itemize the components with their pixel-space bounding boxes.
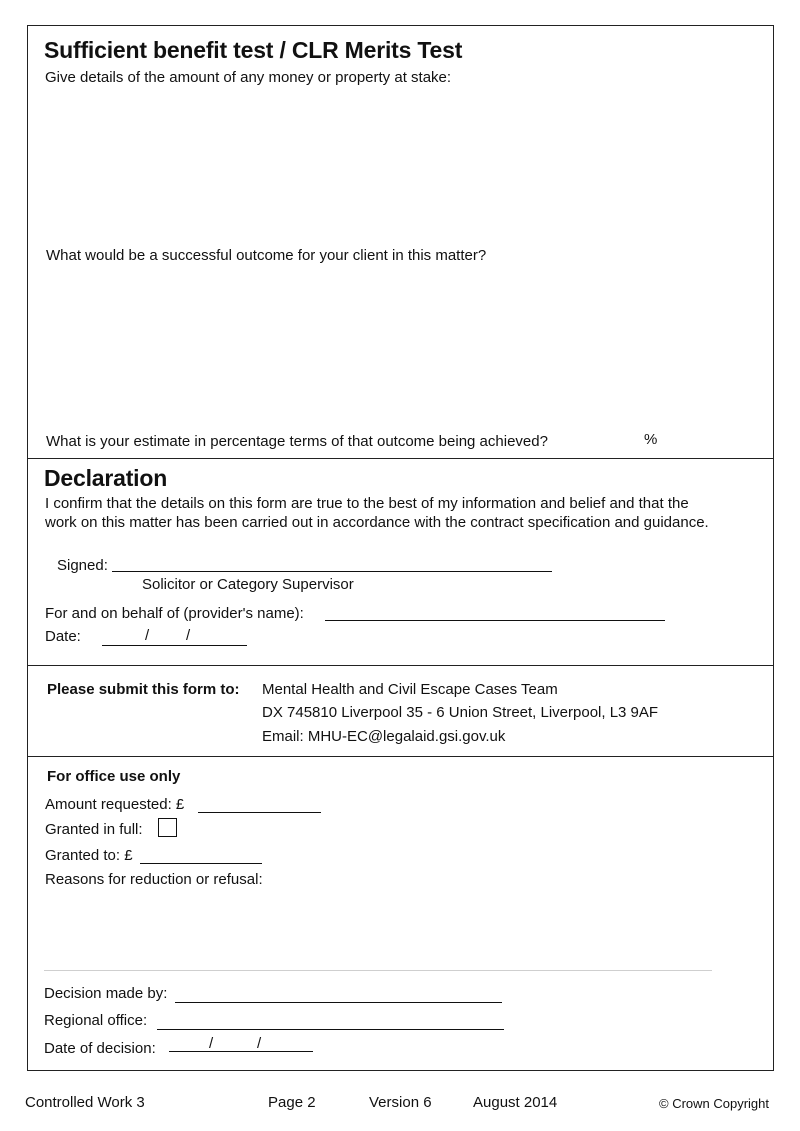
office-use-title: For office use only — [47, 768, 181, 785]
date-separator: / — [209, 1035, 214, 1052]
signed-caption: Solicitor or Category Supervisor — [142, 576, 354, 593]
declaration-date-field[interactable] — [102, 627, 251, 647]
decision-by-field[interactable] — [175, 984, 506, 1004]
estimate-question: What is your estimate in percentage terms of that outcome being achieved? — [46, 433, 548, 450]
provider-name-label: For and on behalf of (provider's name): — [45, 605, 304, 622]
decision-by-label: Decision made by: — [44, 985, 168, 1002]
outcome-answer-area[interactable] — [45, 270, 769, 424]
merits-title: Sufficient benefit test / CLR Merits Test — [44, 37, 463, 63]
granted-to-label: Granted to: £ — [45, 847, 133, 864]
granted-full-label: Granted in full: — [45, 821, 143, 838]
reasons-label: Reasons for reduction or refusal: — [45, 871, 263, 888]
outcome-question: What would be a successful outcome for your client in this matter? — [46, 247, 487, 264]
submit-email: Email: MHU-EC@legalaid.gsi.gov.uk — [262, 728, 506, 745]
estimate-percent-input[interactable] — [600, 430, 644, 450]
reasons-area[interactable] — [45, 893, 714, 967]
submit-label: Please submit this form to: — [47, 681, 240, 698]
footer-date: August 2014 — [473, 1094, 558, 1111]
granted-to-field[interactable] — [140, 845, 266, 865]
regional-office-label: Regional office: — [44, 1012, 148, 1029]
date-separator: / — [145, 627, 150, 644]
declaration-text-line1: I confirm that the details on this form are true to the best of my information and belief and that the — [45, 495, 689, 512]
money-question: Give details of the amount of any money or property at stake: — [45, 69, 452, 86]
signature-field[interactable] — [112, 553, 556, 573]
signed-label: Signed: — [57, 557, 108, 574]
submit-team: Mental Health and Civil Escape Cases Team — [262, 681, 558, 698]
amount-requested-label: Amount requested: £ — [45, 796, 185, 813]
declaration-title: Declaration — [44, 465, 168, 491]
decision-date-label: Date of decision: — [44, 1040, 156, 1057]
footer-copyright: © Crown Copyright — [659, 1096, 770, 1111]
footer-form-name: Controlled Work 3 — [25, 1094, 145, 1111]
granted-full-checkbox[interactable] — [158, 818, 177, 837]
submit-address: DX 745810 Liverpool 35 - 6 Union Street, Liverpool, L3 9AF — [262, 704, 659, 721]
provider-name-field[interactable] — [325, 602, 669, 622]
declaration-date-label: Date: — [45, 628, 81, 645]
amount-requested-field[interactable] — [198, 794, 325, 814]
percent-sign: % — [644, 431, 658, 448]
reasons-divider — [44, 970, 712, 971]
footer-version: Version 6 — [369, 1094, 432, 1111]
declaration-text-line2: work on this matter has been carried out in accordance with the contract specification and guidance. — [45, 514, 709, 531]
money-answer-area[interactable] — [45, 92, 769, 236]
date-separator: / — [257, 1035, 262, 1052]
footer-page: Page 2 — [268, 1094, 316, 1111]
section-divider — [27, 665, 774, 666]
regional-office-field[interactable] — [157, 1011, 508, 1031]
section-divider — [27, 756, 774, 757]
section-divider — [27, 458, 774, 459]
decision-date-field[interactable] — [169, 1034, 317, 1054]
date-separator: / — [186, 627, 191, 644]
